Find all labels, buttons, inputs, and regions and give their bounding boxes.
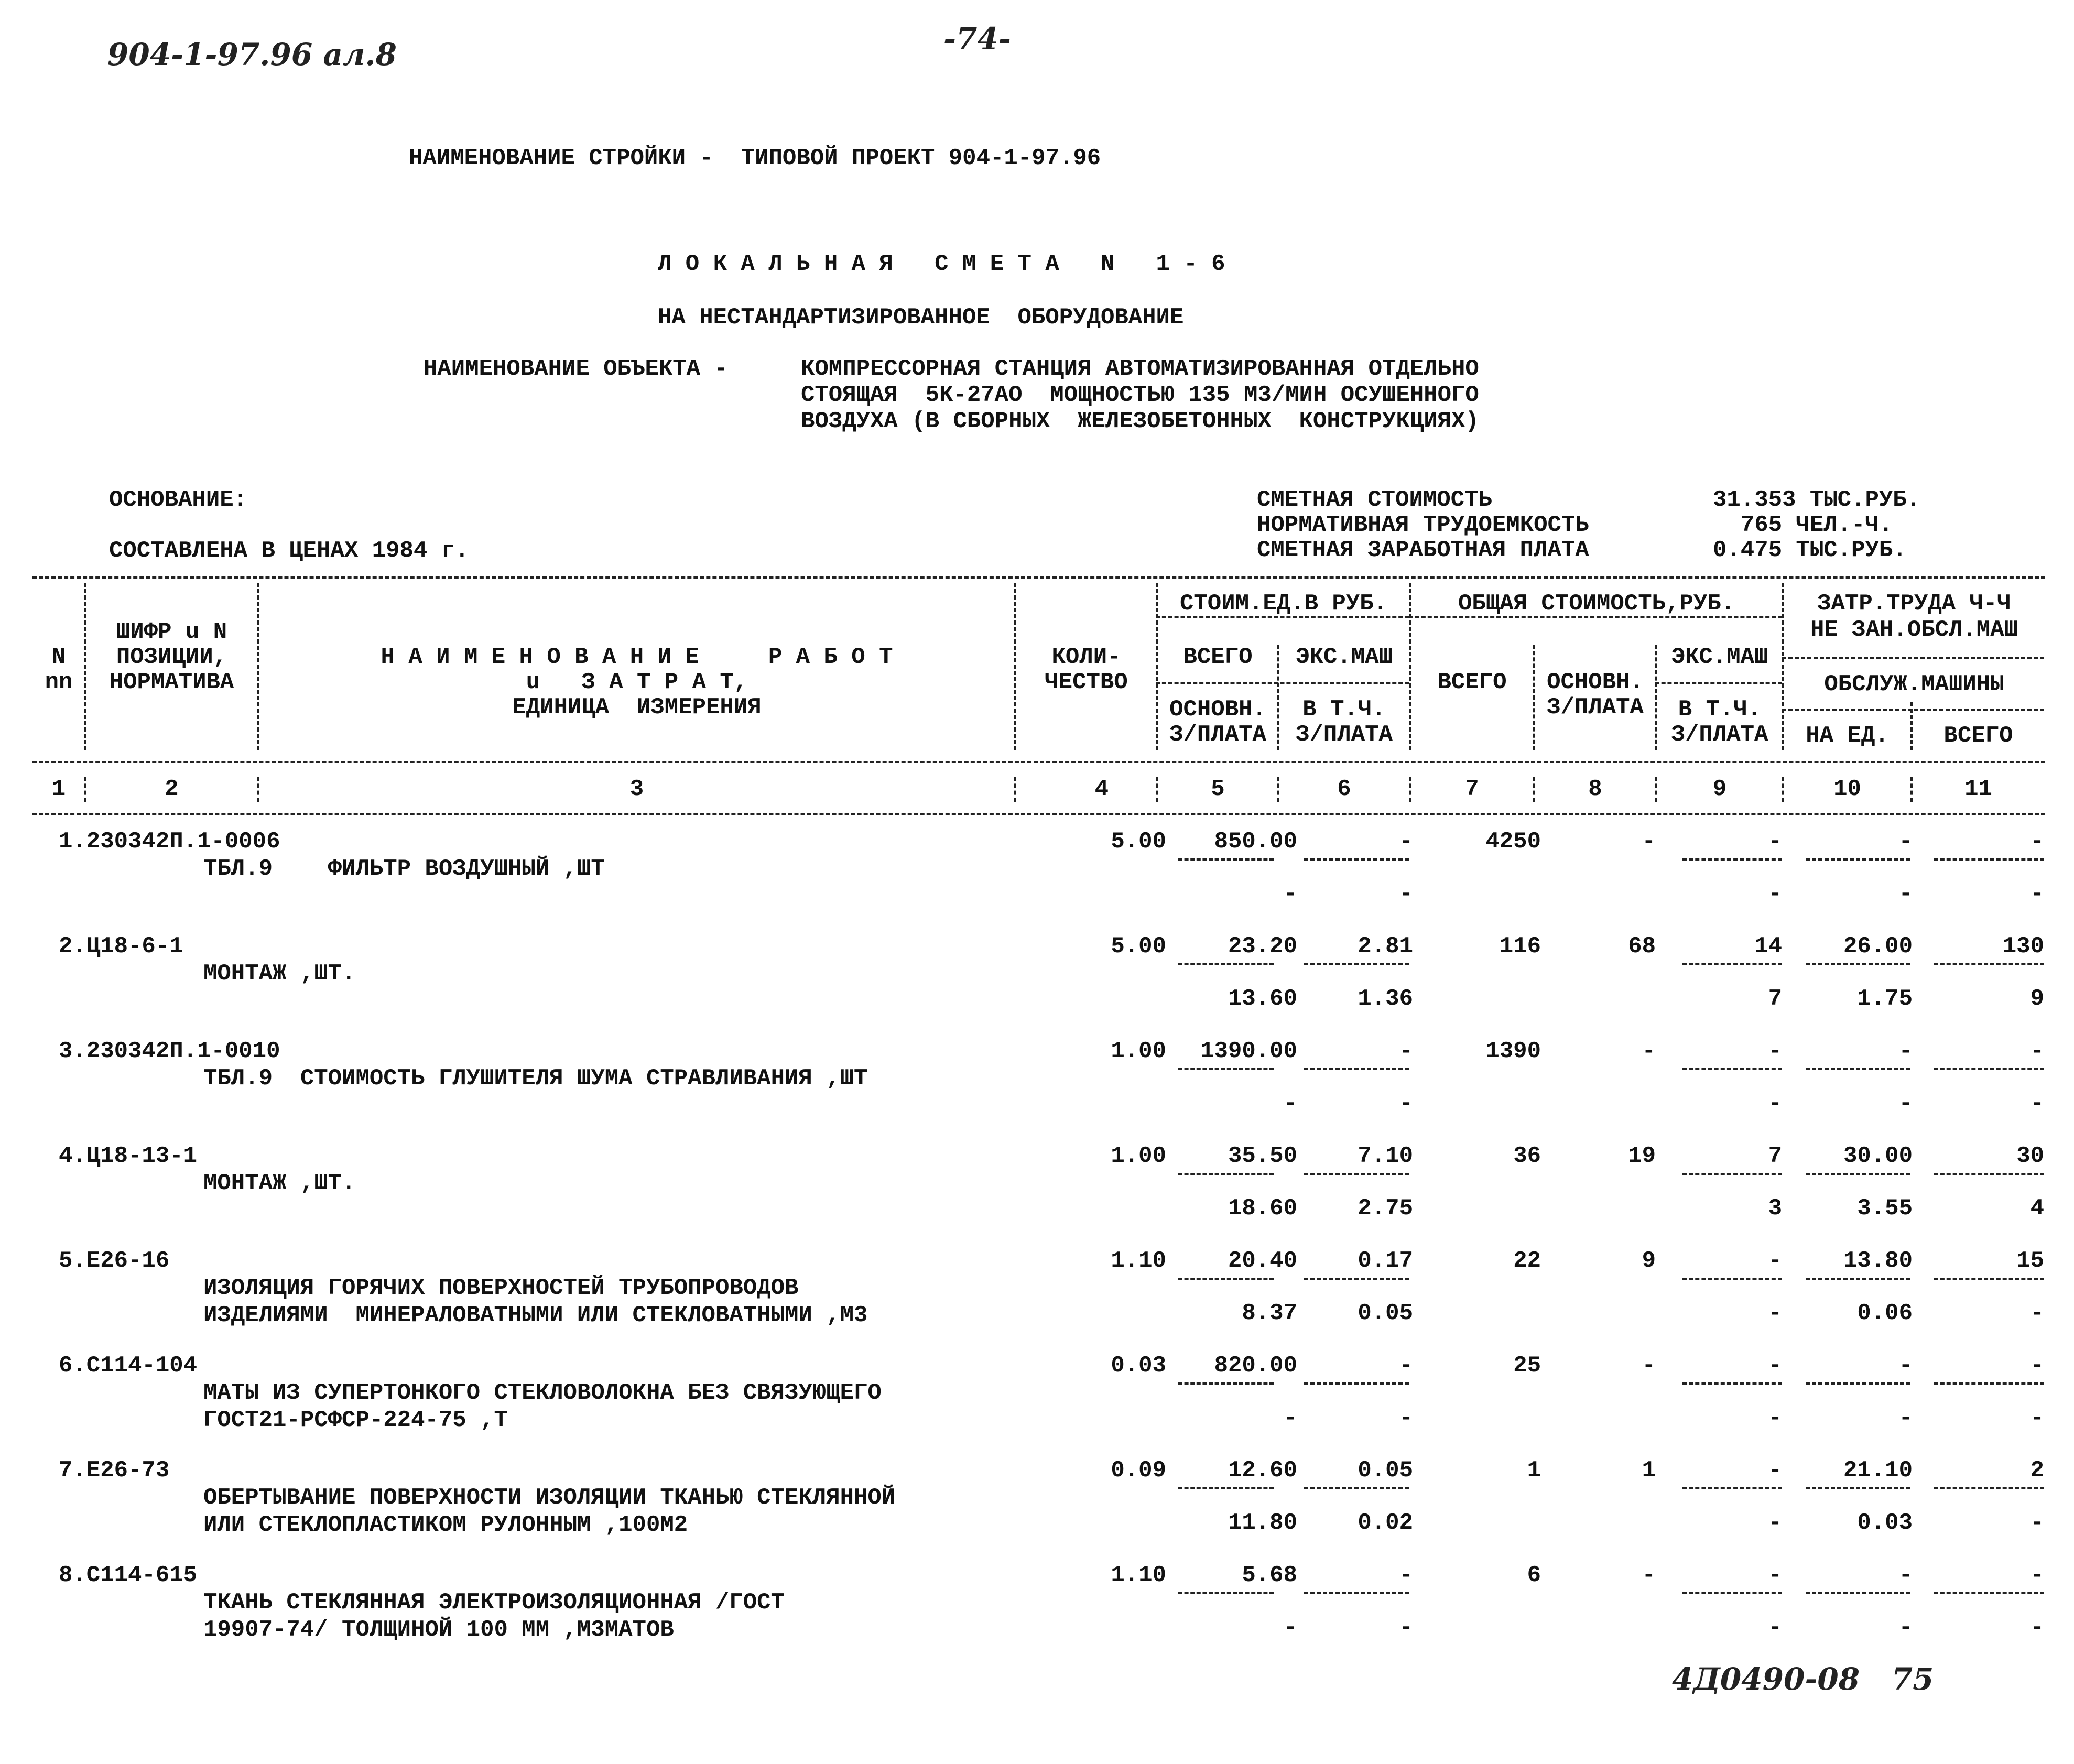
row-wage: - [1642,1038,1656,1064]
row-mach-wage: - [1768,1615,1782,1641]
group-rule [1156,682,1409,684]
handwritten-doc-ref: 904-1-97.96 ал.8 [107,37,397,72]
row-quantity: 0.09 [1111,1457,1166,1484]
row-code: 6.С114-104 [59,1353,198,1379]
group-rule [1782,657,2044,659]
cell-divider [1806,963,1910,965]
row-mach-unit: 0.06 [1857,1300,1913,1326]
row-quantity: 5.00 [1111,933,1166,960]
cell-divider [1934,963,2044,965]
row-quantity: 0.03 [1111,1353,1166,1379]
row-unit-mach-wage: - [1399,1615,1413,1641]
row-name: МОНТАЖ ,ШТ. [203,961,356,987]
row-mach-unit: 3.55 [1857,1195,1913,1222]
row-mach-wage: 3 [1768,1195,1782,1222]
row-unit-wage: - [1283,881,1297,907]
row-mach: - [1768,1562,1782,1588]
row-labor-total: 15 [2016,1248,2044,1274]
row-code: 7.Е26-73 [59,1457,170,1484]
row-mach-wage: - [1768,1510,1782,1536]
col-separator [1655,777,1657,802]
row-mach-wage: - [1768,881,1782,907]
row-unit-total: 23.20 [1228,933,1297,960]
row-code: 4.Ц18-13-1 [59,1143,198,1169]
cell-divider [1806,1487,1910,1489]
row-unit-wage: 13.60 [1228,986,1297,1012]
row-unit-mach-wage: 0.02 [1358,1510,1413,1536]
row-mach-unit: - [1898,1615,1913,1641]
row-mach-total: - [2030,1510,2044,1536]
row-labor-unit: 21.10 [1843,1457,1913,1484]
row-unit-mach: - [1399,1562,1413,1588]
row-mach: - [1768,1248,1782,1274]
row-mach-unit: - [1898,1405,1913,1431]
document-title: Л О К А Л Ь Н А Я С М Е Т А N 1 - 6 [658,251,1225,277]
column-number: 11 [1964,776,1992,802]
col-separator [1277,777,1279,802]
column-number: 1 [51,776,66,802]
cell-divider [1806,1068,1910,1070]
cell-divider [1806,1382,1910,1385]
col-separator [1014,777,1016,802]
row-total: 25 [1513,1353,1541,1379]
row-mach-wage: 7 [1768,986,1782,1012]
cell-divider [1682,1592,1782,1594]
cell-divider [1682,963,1782,965]
rule-numbers-bottom [32,813,2045,815]
cell-divider [1178,1487,1274,1489]
col-header-number: nn [45,669,73,695]
rule-top [32,576,2045,579]
object-line-1: КОМПРЕССОРНАЯ СТАНЦИЯ АВТОМАТИЗИРОВАННАЯ ОТДЕЛЬНО [801,356,1479,382]
col-header-unit-wage: ОСНОВН. [1169,696,1266,723]
cell-divider [1682,1278,1782,1280]
row-labor-unit: - [1898,829,1913,855]
cell-divider [1682,1173,1782,1175]
col-separator [1409,777,1411,802]
cell-divider [1682,1382,1782,1385]
row-unit-mach: 0.05 [1358,1457,1413,1484]
row-code: 5.Е26-16 [59,1248,170,1274]
document-subtitle: НА НЕСТАНДАРТИЗИРОВАННОЕ ОБОРУДОВАНИЕ [658,304,1184,331]
row-unit-total: 35.50 [1228,1143,1297,1169]
summary-label: СМЕТНАЯ СТОИМОСТЬ [1257,487,1492,513]
row-unit-mach-wage: - [1399,1091,1413,1117]
basis-label: ОСНОВАНИЕ: [109,487,248,513]
cell-divider [1304,1068,1409,1070]
row-unit-mach: 2.81 [1358,933,1413,960]
row-unit-mach: 0.17 [1358,1248,1413,1274]
col-header-code: НОРМАТИВА [109,669,234,695]
summary-value: 765 ЧЕЛ.-Ч. [1713,512,1893,538]
row-mach-total: 4 [2030,1195,2044,1222]
row-total: 6 [1527,1562,1541,1588]
row-unit-mach: - [1399,1353,1413,1379]
row-unit-mach-wage: 2.75 [1358,1195,1413,1222]
row-labor-unit: 13.80 [1843,1248,1913,1274]
row-wage: 68 [1628,933,1656,960]
row-mach: - [1768,1353,1782,1379]
row-unit-mach: - [1399,829,1413,855]
column-number: 5 [1211,776,1225,802]
row-mach-unit: - [1898,1091,1913,1117]
row-quantity: 1.00 [1111,1038,1166,1064]
summary-label: НОРМАТИВНАЯ ТРУДОЕМКОСТЬ [1257,512,1589,538]
row-mach-total: - [2030,881,2044,907]
row-code: 8.С114-615 [59,1562,198,1588]
col-header-unit-mach-wage: В Т.Ч. [1302,696,1386,723]
col-separator [1014,583,1016,750]
column-number: 7 [1465,776,1479,802]
cell-divider [1304,1173,1409,1175]
cell-divider [1304,1592,1409,1594]
row-mach-total: - [2030,1300,2044,1326]
cell-divider [1934,1592,2044,1594]
cell-divider [1178,1382,1274,1385]
rule-header-bottom [32,761,2045,763]
row-mach-wage: - [1768,1300,1782,1326]
object-line-3: ВОЗДУХА (В СБОРНЫХ ЖЕЛЕЗОБЕТОННЫХ КОНСТРУКЦИЯХ) [801,408,1479,434]
group-rule [1782,709,2044,711]
row-total: 1390 [1485,1038,1541,1064]
row-wage: - [1642,829,1656,855]
col-header-labor-unit: НА ЕД. [1806,723,1889,749]
cell-divider [1178,1068,1274,1070]
col-header-code: ПОЗИЦИИ, [116,644,227,670]
col-header-mach-wage: В Т.Ч. [1678,696,1762,723]
row-name: ИЗДЕЛИЯМИ МИНЕРАЛОВАТНЫМИ ИЛИ СТЕКЛОВАТНЫМИ ,М3 [203,1302,868,1329]
row-total: 1 [1527,1457,1541,1484]
cell-divider [1178,1278,1274,1280]
column-number: 4 [1094,776,1109,802]
col-separator [257,777,259,802]
column-number: 6 [1337,776,1351,802]
row-quantity: 1.10 [1111,1562,1166,1588]
cell-divider [1304,963,1409,965]
col-header-name: ЕДИНИЦА ИЗМЕРЕНИЯ [512,694,762,721]
col-header-wage: ОСНОВН. [1547,669,1644,695]
row-wage: 9 [1642,1248,1656,1274]
row-name: 19907-74/ ТОЛЩИНОЙ 100 ММ ,М3МАТОВ [203,1617,674,1643]
col-header-unit-total: ВСЕГО [1183,644,1253,670]
col-header-mach-wage: З/ПЛАТА [1671,722,1768,748]
row-labor-total: 2 [2030,1457,2044,1484]
col-header-number: N [51,644,66,670]
col-separator [1533,777,1535,802]
col-separator [1782,777,1784,802]
col-header-name: u З А Т Р А Т, [526,669,748,695]
col-header-qty: КОЛИ- [1051,644,1121,670]
cell-divider [1304,1487,1409,1489]
row-unit-wage: - [1283,1405,1297,1431]
col-header-unit-mach: ЭКС.МАШ [1296,644,1393,670]
row-mach: - [1768,1038,1782,1064]
row-name: ТКАНЬ СТЕКЛЯННАЯ ЭЛЕКТРОИЗОЛЯЦИОННАЯ /ГОСТ [203,1589,785,1616]
row-unit-total: 12.60 [1228,1457,1297,1484]
column-number: 8 [1588,776,1602,802]
row-code: 1.230342П.1-0006 [59,829,280,855]
row-quantity: 1.10 [1111,1248,1166,1274]
handwritten-archive-number: 4Д0490-08 75 [1672,1661,1934,1697]
row-mach-wage: - [1768,1405,1782,1431]
row-mach: 7 [1768,1143,1782,1169]
row-labor-unit: - [1898,1353,1913,1379]
row-wage: 19 [1628,1143,1656,1169]
col-separator [84,777,86,802]
row-code: 2.Ц18-6-1 [59,933,183,960]
col-header-qty: ЧЕСТВО [1045,669,1128,695]
column-number: 3 [629,776,644,802]
row-total: 22 [1513,1248,1541,1274]
col-separator [1156,583,1158,750]
row-name: ИЗОЛЯЦИЯ ГОРЯЧИХ ПОВЕРХНОСТЕЙ ТРУБОПРОВОДОВ [203,1275,799,1301]
row-unit-total: 850.00 [1214,829,1297,855]
row-mach: - [1768,1457,1782,1484]
row-unit-total: 5.68 [1242,1562,1297,1588]
row-quantity: 1.00 [1111,1143,1166,1169]
col-header-wage: З/ПЛАТА [1547,694,1644,721]
col-header-name: Н А И М Е Н О В А Н И Е Р А Б О Т [381,644,893,670]
cell-divider [1934,1278,2044,1280]
row-mach-unit: 1.75 [1857,986,1913,1012]
row-name: ГОСТ21-РСФСР-224-75 ,Т [203,1407,508,1433]
row-labor-unit: 30.00 [1843,1143,1913,1169]
col-separator [257,583,259,750]
row-name: ИЛИ СТЕКЛОПЛАСТИКОМ РУЛОННЫМ ,100М2 [203,1512,688,1538]
cell-divider [1304,1278,1409,1280]
row-name: ТБЛ.9 СТОИМОСТЬ ГЛУШИТЕЛЯ ШУМА СТРАВЛИВАНИЯ ,ШТ [203,1065,868,1092]
cell-divider [1682,858,1782,861]
cell-divider [1806,1278,1910,1280]
row-mach-total: - [2030,1615,2044,1641]
cell-divider [1806,1173,1910,1175]
row-total: 116 [1499,933,1541,960]
construction-name: НАИМЕНОВАНИЕ СТРОЙКИ - ТИПОВОЙ ПРОЕКТ 904-1-97.96 [409,145,1101,171]
row-mach: - [1768,829,1782,855]
cell-divider [1934,1382,2044,1385]
cell-divider [1934,1487,2044,1489]
row-unit-mach-wage: - [1399,1405,1413,1431]
cell-divider [1178,963,1274,965]
column-number: 10 [1833,776,1861,802]
col-group-labor-mach: ОБСЛУЖ.МАШИНЫ [1824,671,2004,698]
row-unit-total: 820.00 [1214,1353,1297,1379]
row-total: 4250 [1485,829,1541,855]
col-separator [1910,777,1913,802]
row-mach-unit: 0.03 [1857,1510,1913,1536]
cell-divider [1178,858,1274,861]
row-code: 3.230342П.1-0010 [59,1038,280,1064]
row-unit-total: 1390.00 [1200,1038,1297,1064]
row-unit-mach-wage: 0.05 [1358,1300,1413,1326]
cell-divider [1934,1173,2044,1175]
row-mach-total: - [2030,1091,2044,1117]
row-unit-wage: 18.60 [1228,1195,1297,1222]
col-group-unit-cost: СТОИМ.ЕД.В РУБ. [1179,591,1388,617]
row-mach: 14 [1754,933,1782,960]
col-header-labor-total: ВСЕГО [1943,723,2013,749]
cell-divider [1806,858,1910,861]
col-header-mach: ЭКС.МАШ [1671,644,1768,670]
row-wage: - [1642,1353,1656,1379]
object-line-2: СТОЯЩАЯ 5К-27АО МОЩНОСТЬЮ 135 М3/МИН ОСУШЕННОГО [801,382,1479,408]
row-labor-total: - [2030,1353,2044,1379]
cell-divider [1934,858,2044,861]
summary-value: 0.475 ТЫС.РУБ. [1713,537,1907,563]
col-group-labor: ЗАТР.ТРУДА Ч-Ч [1817,591,2011,617]
cell-divider [1178,1592,1274,1594]
cell-divider [1178,1173,1274,1175]
col-header-unit-wage: З/ПЛАТА [1169,722,1266,748]
row-labor-total: - [2030,1562,2044,1588]
row-labor-total: 30 [2016,1143,2044,1169]
row-unit-mach: - [1399,1038,1413,1064]
row-unit-mach: 7.10 [1358,1143,1413,1169]
row-labor-total: - [2030,829,2044,855]
summary-label: СМЕТНАЯ ЗАРАБОТНАЯ ПЛАТА [1257,537,1589,563]
column-number: 9 [1712,776,1727,802]
row-labor-unit: 26.00 [1843,933,1913,960]
cell-divider [1304,858,1409,861]
row-labor-unit: - [1898,1562,1913,1588]
col-group-labor: НЕ ЗАН.ОБСЛ.МАШ [1810,617,2018,643]
group-rule [1655,682,1782,684]
cell-divider [1806,1592,1910,1594]
row-unit-mach-wage: 1.36 [1358,986,1413,1012]
object-label: НАИМЕНОВАНИЕ ОБЪЕКТА - [424,356,728,382]
row-labor-total: - [2030,1038,2044,1064]
col-separator [1156,777,1158,802]
row-name: ТБЛ.9 ФИЛЬТР ВОЗДУШНЫЙ ,ШТ [203,856,605,882]
row-unit-wage: 8.37 [1242,1300,1297,1326]
row-unit-wage: 11.80 [1228,1510,1297,1536]
row-unit-wage: - [1283,1091,1297,1117]
prices-note: СОСТАВЛЕНА В ЦЕНАХ 1984 г. [109,538,469,564]
row-total: 36 [1513,1143,1541,1169]
column-number: 2 [165,776,179,802]
row-wage: 1 [1642,1457,1656,1484]
row-mach-unit: - [1898,881,1913,907]
row-labor-unit: - [1898,1038,1913,1064]
row-mach-total: - [2030,1405,2044,1431]
row-wage: - [1642,1562,1656,1588]
summary-value: 31.353 ТЫС.РУБ. [1713,487,1921,513]
row-labor-total: 130 [2002,933,2044,960]
row-name: МОНТАЖ ,ШТ. [203,1170,356,1196]
handwritten-page-number: -74- [943,21,1011,57]
row-name: ОБЕРТЫВАНИЕ ПОВЕРХНОСТИ ИЗОЛЯЦИИ ТКАНЬЮ СТЕКЛЯННОЙ [203,1485,896,1511]
row-unit-total: 20.40 [1228,1248,1297,1274]
col-header-total: ВСЕГО [1437,669,1507,695]
cell-divider [1934,1068,2044,1070]
cell-divider [1304,1382,1409,1385]
cell-divider [1682,1487,1782,1489]
col-header-unit-mach-wage: З/ПЛАТА [1296,722,1393,748]
row-unit-wage: - [1283,1615,1297,1641]
cell-divider [1682,1068,1782,1070]
row-name: МАТЫ ИЗ СУПЕРТОНКОГО СТЕКЛОВОЛОКНА БЕЗ СВЯЗУЮЩЕГО [203,1380,882,1406]
col-header-code: ШИФР u N [116,619,227,645]
col-group-total-cost: ОБЩАЯ СТОИМОСТЬ,РУБ. [1458,591,1735,617]
row-unit-mach-wage: - [1399,881,1413,907]
row-quantity: 5.00 [1111,829,1166,855]
row-mach-total: 9 [2030,986,2044,1012]
row-mach-wage: - [1768,1091,1782,1117]
